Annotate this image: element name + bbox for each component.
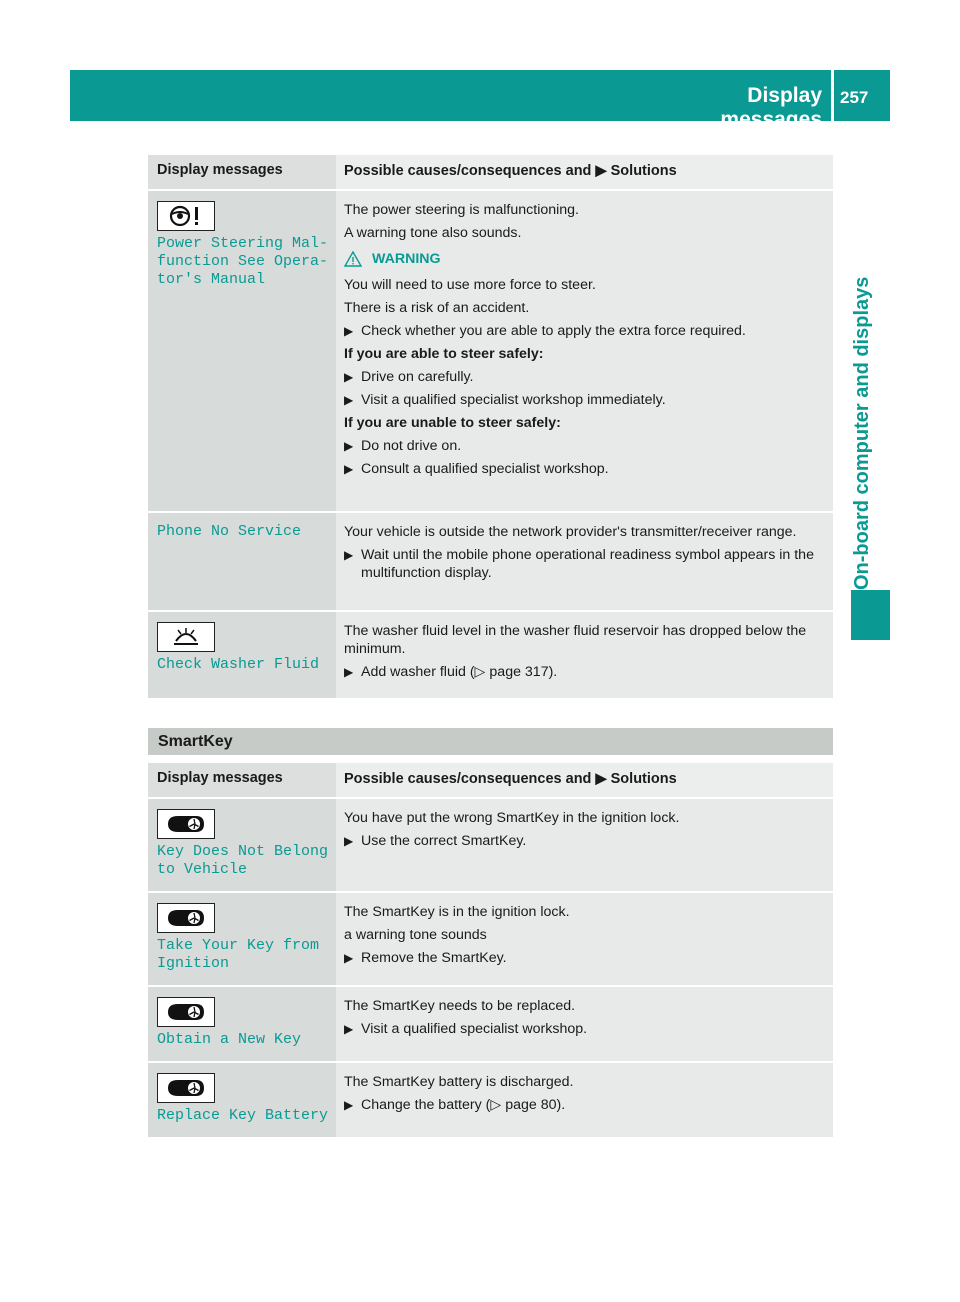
action-arrow-icon: ▶ xyxy=(344,665,354,679)
action-arrow-icon: ▶ xyxy=(344,324,354,338)
cause-text: The SmartKey battery is discharged. xyxy=(344,1074,574,1090)
action-arrow-icon: ▶ xyxy=(344,1022,354,1036)
table-row xyxy=(148,986,833,1062)
table-header-row xyxy=(148,155,833,190)
cause-text: The SmartKey is in the ignition lock. xyxy=(344,904,570,920)
sub-heading: If you are unable to steer safely: xyxy=(344,415,561,431)
col-header-causes xyxy=(336,155,833,190)
warning-text: You will need to use more force to steer. xyxy=(344,277,596,293)
cause-text: The washer fluid level in the washer fluid reservoir has dropped below the minimum. xyxy=(344,623,807,657)
play-arrow-icon: ▶ xyxy=(595,163,607,179)
table-row xyxy=(148,190,833,512)
display-message: Phone No Service xyxy=(157,523,302,540)
warning-text: There is a risk of an accident. xyxy=(344,300,530,316)
smartkey-icon xyxy=(157,903,215,933)
smartkey-icon xyxy=(157,1073,215,1103)
table-row xyxy=(148,611,833,699)
header-divider xyxy=(831,70,834,121)
cause-text: The SmartKey needs to be replaced. xyxy=(344,998,576,1014)
washer-fluid-icon xyxy=(157,622,215,652)
display-messages-table xyxy=(148,155,833,700)
cause-text: The power steering is malfunctioning. xyxy=(344,202,580,218)
smartkey-messages-table xyxy=(148,763,833,1139)
col-header-solutions-label: Solutions xyxy=(610,771,677,787)
action-arrow-icon: ▶ xyxy=(344,370,354,384)
cause-text: A warning tone also sounds. xyxy=(344,225,522,241)
solution-item: ▶ Do not drive on. xyxy=(344,438,462,454)
solution-item: ▶ Visit a qualified specialist workshop. xyxy=(344,1021,588,1037)
solution-item: ▶ Add washer fluid (▷ page 317). xyxy=(344,664,558,680)
warning-label: WARNING xyxy=(372,251,441,267)
display-message: Take Your Key from Ignition xyxy=(157,937,320,972)
action-arrow-icon: ▶ xyxy=(344,1098,354,1112)
table-row xyxy=(148,892,833,986)
solution-item: ▶ Drive on carefully. xyxy=(344,369,474,385)
solution-item: ▶ Visit a qualified specialist workshop immediately. xyxy=(344,392,666,408)
display-message: Check Washer Fluid xyxy=(157,656,320,673)
side-chapter-label: On-board computer and displays xyxy=(851,276,873,590)
side-chapter-marker xyxy=(851,590,890,640)
play-arrow-icon: ▶ xyxy=(595,771,607,787)
solution-item: ▶ Use the correct SmartKey. xyxy=(344,833,527,849)
table-row xyxy=(148,1062,833,1138)
solution-item: ▶ Change the battery (▷ page 80). xyxy=(344,1097,566,1113)
solution-item: ▶ Consult a qualified specialist workshop. xyxy=(344,461,609,477)
col-header-causes-label: Possible causes/consequences and xyxy=(344,163,592,179)
warning-heading xyxy=(344,250,827,268)
cause-text: a warning tone sounds xyxy=(344,927,487,943)
action-arrow-icon: ▶ xyxy=(344,951,354,965)
smartkey-icon xyxy=(157,809,215,839)
section-header-bar xyxy=(148,728,833,755)
page-title: Display messages xyxy=(720,84,822,131)
action-arrow-icon: ▶ xyxy=(344,462,354,476)
smartkey-icon xyxy=(157,997,215,1027)
cause-text: You have put the wrong SmartKey in the ignition lock. xyxy=(344,810,680,826)
col-header-messages: Display messages xyxy=(148,763,336,798)
action-arrow-icon: ▶ xyxy=(344,439,354,453)
display-message: Key Does Not Belong to Vehicle xyxy=(157,843,329,878)
display-message: Replace Key Battery xyxy=(157,1107,329,1124)
col-header-messages: Display messages xyxy=(148,155,336,190)
solution-item: ▶ Wait until the mobile phone operational readiness symbol appears in the multifunction display. xyxy=(344,547,814,581)
warning-triangle-icon xyxy=(344,251,362,267)
steering-warning-icon xyxy=(157,201,215,231)
section-title: SmartKey xyxy=(158,733,233,750)
sub-heading: If you are able to steer safely: xyxy=(344,346,544,362)
table-header-row xyxy=(148,763,833,798)
table-row xyxy=(148,512,833,611)
action-arrow-icon: ▶ xyxy=(344,834,354,848)
table-row xyxy=(148,798,833,892)
display-message: Obtain a New Key xyxy=(157,1031,302,1048)
display-message: Power Steering Mal‐ function See Opera‐ tor's Manual xyxy=(157,235,329,288)
action-arrow-icon: ▶ xyxy=(344,393,354,407)
col-header-solutions-label: Solutions xyxy=(610,163,677,179)
page-number: 257 xyxy=(840,88,869,107)
cause-text: Your vehicle is outside the network provider's transmitter/receiver range. xyxy=(344,524,797,540)
solution-item: ▶ Check whether you are able to apply the extra force required. xyxy=(344,323,746,339)
col-header-causes xyxy=(336,763,833,798)
col-header-causes-label: Possible causes/consequences and xyxy=(344,771,592,787)
action-arrow-icon: ▶ xyxy=(344,548,354,562)
solution-item: ▶ Remove the SmartKey. xyxy=(344,950,507,966)
